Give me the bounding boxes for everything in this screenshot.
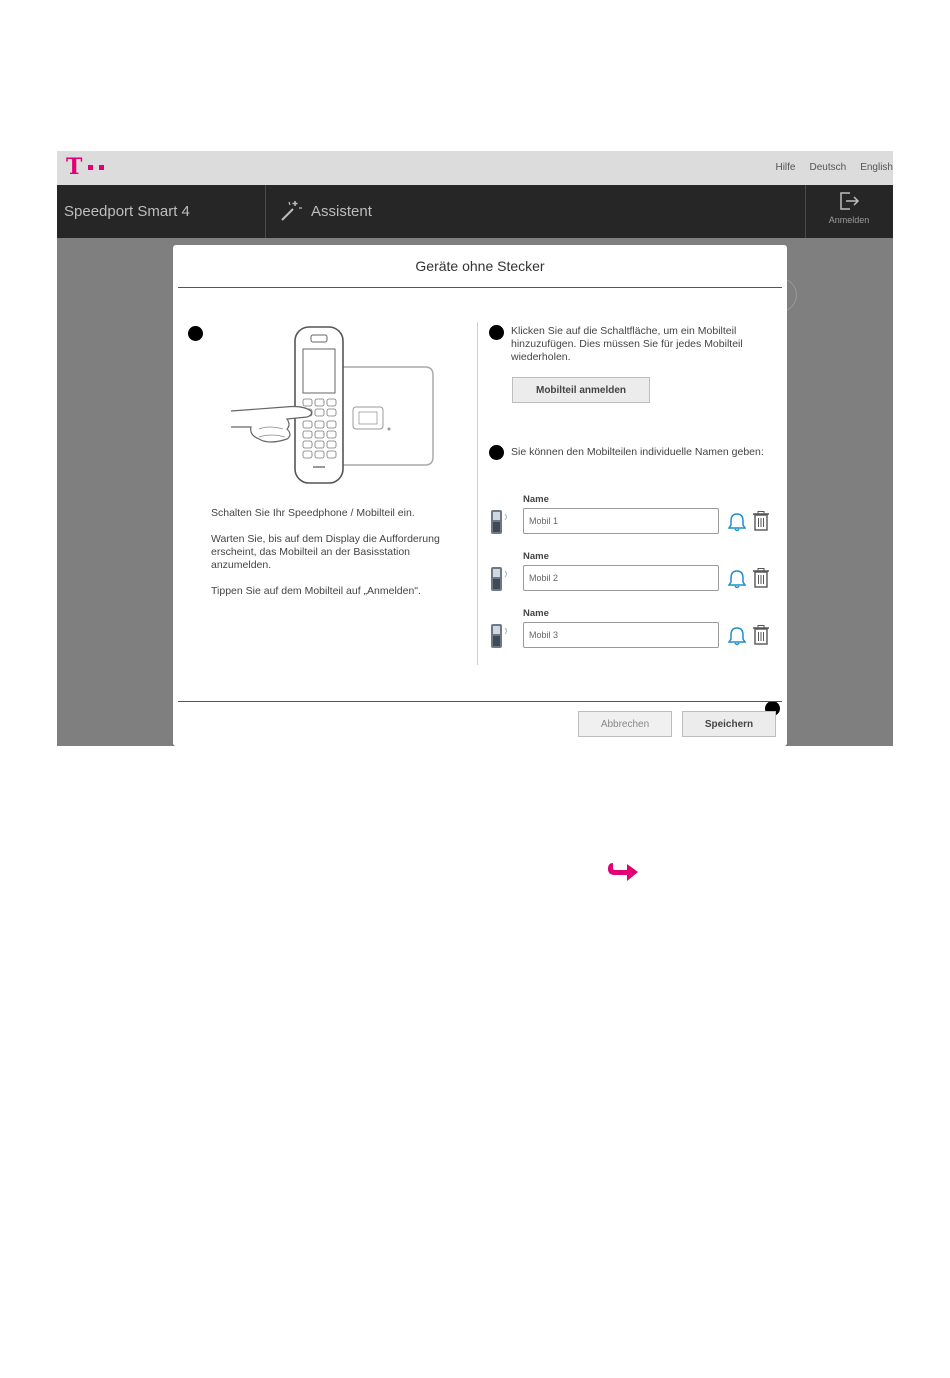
nav-divider: [265, 185, 266, 238]
login-button[interactable]: [819, 191, 879, 225]
left-instructions: [211, 507, 461, 611]
device-name-input-1[interactable]: [523, 508, 719, 534]
magic-wand-icon: [279, 199, 303, 223]
login-label: Anmelden: [828, 215, 870, 225]
deutsch-link[interactable]: Deutsch: [809, 162, 847, 173]
title-divider: [178, 287, 782, 288]
footer-divider: [178, 701, 782, 702]
nav-divider: [805, 185, 806, 238]
device-name-label: Name: [523, 551, 549, 562]
assistant-label: Assistent: [311, 202, 372, 220]
cancel-button[interactable]: Abbrechen: [578, 711, 672, 737]
handset-icon: [489, 622, 511, 650]
trash-icon[interactable]: [753, 511, 769, 531]
handset-icon: [489, 508, 511, 536]
trash-icon[interactable]: [753, 568, 769, 588]
logout-icon: [838, 191, 860, 211]
device-name-input-2[interactable]: [523, 565, 719, 591]
top-bar: [57, 151, 893, 185]
step-marker-1: [188, 326, 203, 341]
assistant-nav-item[interactable]: [279, 199, 372, 223]
trash-icon[interactable]: [753, 625, 769, 645]
instruction-step-2: Warten Sie, bis auf dem Display die Aufforderung erscheint, das Mobilteil an der Basisstation anzumelden.: [211, 533, 440, 571]
telekom-logo[interactable]: T: [66, 156, 104, 178]
handset-icon: [489, 565, 511, 593]
device-name-label: Name: [523, 608, 549, 619]
step-marker-2: [489, 325, 504, 340]
devices-without-plug-dialog: [173, 245, 787, 746]
language-links: [775, 162, 893, 173]
english-link[interactable]: English: [860, 162, 893, 173]
instruction-step-3: Tippen Sie auf dem Mobilteil auf „Anmelden".: [211, 585, 421, 597]
phone-registration-illustration: [229, 325, 439, 490]
bell-icon[interactable]: [728, 626, 746, 646]
column-divider: [477, 322, 478, 665]
device-row-2: [487, 551, 777, 597]
product-name: Speedport Smart 4: [64, 203, 190, 220]
device-name-input-3[interactable]: [523, 622, 719, 648]
instruction-step-1: Schalten Sie Ihr Speedphone / Mobilteil ein.: [211, 507, 415, 519]
save-button[interactable]: Speichern: [682, 711, 776, 737]
register-handset-button[interactable]: Mobilteil anmelden: [512, 377, 650, 403]
bell-icon[interactable]: [728, 569, 746, 589]
next-page-arrow-icon: [607, 861, 639, 883]
dialog-title: Geräte ohne Stecker: [415, 258, 545, 274]
bell-icon[interactable]: [728, 512, 746, 532]
device-row-1: [487, 494, 777, 540]
naming-instruction: Sie können den Mobilteilen individuelle Namen geben:: [511, 446, 764, 458]
help-link[interactable]: Hilfe: [775, 162, 796, 173]
nav-bar: [57, 185, 893, 238]
device-name-label: Name: [523, 494, 549, 505]
step-marker-3: [489, 445, 504, 460]
device-row-3: [487, 608, 777, 654]
register-instruction: Klicken Sie auf die Schaltfläche, um ein Mobilteil hinzuzufügen. Dies müssen Sie für jedes Mobilteil wiederholen.: [511, 325, 743, 363]
